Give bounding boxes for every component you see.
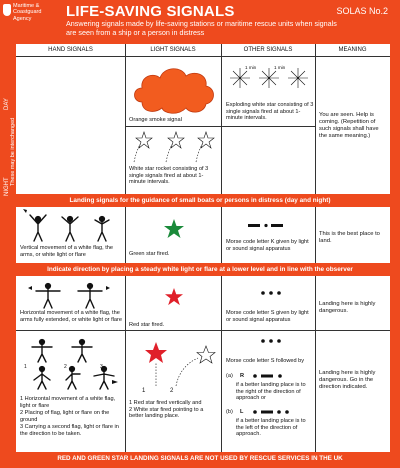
column-head-meaning: MEANING (338, 47, 367, 53)
divider (125, 276, 126, 452)
divider (125, 44, 126, 194)
option-b-label: (b) (226, 409, 233, 415)
direction-hand-step-2: 2 Placing of flag, light or flare on the ground (20, 410, 110, 423)
divider (125, 126, 315, 127)
person-horizontal-flag-icon (26, 280, 116, 310)
option-b-letter: L (240, 409, 244, 415)
divider (221, 207, 222, 263)
vertical-flag-caption: Vertical movement of a white flag, the arms, or white light or flare (20, 245, 113, 258)
meaning-text-3: Landing here is highly dangerous. (319, 301, 376, 314)
side-label-night: NIGHT (4, 177, 10, 196)
crest-icon (3, 4, 11, 16)
direction-hand-step-3: 3 Carrying a second flag, light or flare in the direction to be taken. (20, 424, 119, 437)
divider (315, 44, 316, 194)
morse-k-caption: Morse code letter K given by light or sound signal apparatus (226, 239, 309, 252)
page-subtitle: Answering signals made by life-saving stations or maritime rescue units when signals are seen from a ship or a person in distress (66, 19, 337, 37)
solas-number: SOLAS No.2 (336, 6, 388, 16)
morse-s-caption: Morse code letter S given by light or sound signal apparatus (226, 310, 309, 323)
divider (221, 44, 222, 194)
column-head-hand: HAND SIGNALS (48, 47, 93, 53)
morse-s-followed-icon (260, 338, 282, 344)
meaning-text-2: This is the best place to land. (319, 231, 380, 244)
person-direction-flags-icon (24, 336, 124, 392)
red-star-caption: Red star fired. (129, 322, 165, 328)
red-white-star-icon (136, 340, 220, 388)
exploding-star-icon (226, 58, 312, 98)
green-star-icon (164, 219, 184, 239)
divider (221, 276, 222, 452)
panel-answering-signals (16, 44, 390, 194)
exploding-star-caption: Exploding white star consisting of 3 single signals fired at about 1-minute intervals. (226, 102, 314, 122)
star-rocket-icon (130, 130, 218, 164)
morse-s-followed-caption: Morse code letter S followed by (226, 358, 305, 364)
option-a-letter: R (240, 373, 245, 379)
landing-signals-banner: Landing signals for the guidance of small boats or persons in distress (day and night) (69, 197, 331, 204)
figure-number-3: 3 (100, 364, 103, 370)
footer-notice: RED AND GREEN STAR LANDING SIGNALS ARE NOT USED BY RESCUE SERVICES IN THE UK (57, 455, 343, 462)
divider (315, 207, 316, 263)
side-note: These may be interchanged (10, 117, 16, 186)
mca-logo (3, 2, 55, 38)
interval-label-1: 1 min (245, 65, 257, 70)
divider (125, 207, 126, 263)
figure-number-2: 2 (64, 364, 67, 370)
smoke-caption: Orange smoke signal (129, 117, 182, 123)
direction-banner: Indicate direction by placing a steady white light or flare at a lower level and in line with the observer (47, 266, 353, 273)
morse-l-icon (252, 409, 296, 415)
red-white-star-caption: 1 Red star fired vertically and 2 White star fired pointing to a better landing place. (129, 400, 204, 420)
panel-danger-signals (16, 276, 390, 452)
morse-s-icon (260, 290, 282, 296)
horizontal-flag-caption: Horizontal movement of a white flag, the arms fully extended, or white light or flare (20, 310, 122, 323)
star-number-1: 1 (142, 388, 146, 394)
column-head-light: LIGHT SIGNALS (150, 47, 196, 53)
page-title: LIFE-SAVING SIGNALS (66, 3, 235, 20)
morse-k-icon (248, 223, 288, 229)
option-b-caption: if a better landing place is to the left of the direction of approach. (236, 418, 306, 438)
person-vertical-flag-icon (22, 211, 122, 243)
divider (16, 330, 390, 331)
interval-label-2: 1 min (274, 65, 286, 70)
option-a-label: (a) (226, 373, 233, 379)
green-star-caption: Green star fired. (129, 251, 170, 257)
meaning-text-4: Landing here is highly dangerous. Go in the direction indicated. (319, 370, 376, 390)
column-head-other: OTHER SIGNALS (243, 47, 293, 53)
smoke-cloud-icon (132, 62, 216, 118)
side-label-day: DAY (4, 98, 10, 110)
star-rocket-caption: White star rocket consisting of 3 single signals fired at about 1-minute intervals. (129, 166, 209, 186)
morse-r-icon (252, 373, 286, 379)
direction-hand-step-1: 1 Horizontal movement of a white flag, light or flare (20, 396, 116, 409)
logo-text: Maritime & Coastguard Agency (13, 3, 42, 22)
divider (315, 276, 316, 452)
figure-number-1: 1 (24, 364, 27, 370)
header (0, 0, 400, 44)
divider (16, 56, 390, 57)
option-a-caption: if a better landing place is to the right of the direction of approach or (236, 382, 306, 402)
meaning-text-1: You are seen. Help is coming. (Repetition of such signals shall have the same meaning.) (319, 112, 379, 139)
red-star-icon (165, 288, 183, 306)
panel-landing-signals (16, 207, 390, 263)
star-number-2: 2 (170, 388, 174, 394)
